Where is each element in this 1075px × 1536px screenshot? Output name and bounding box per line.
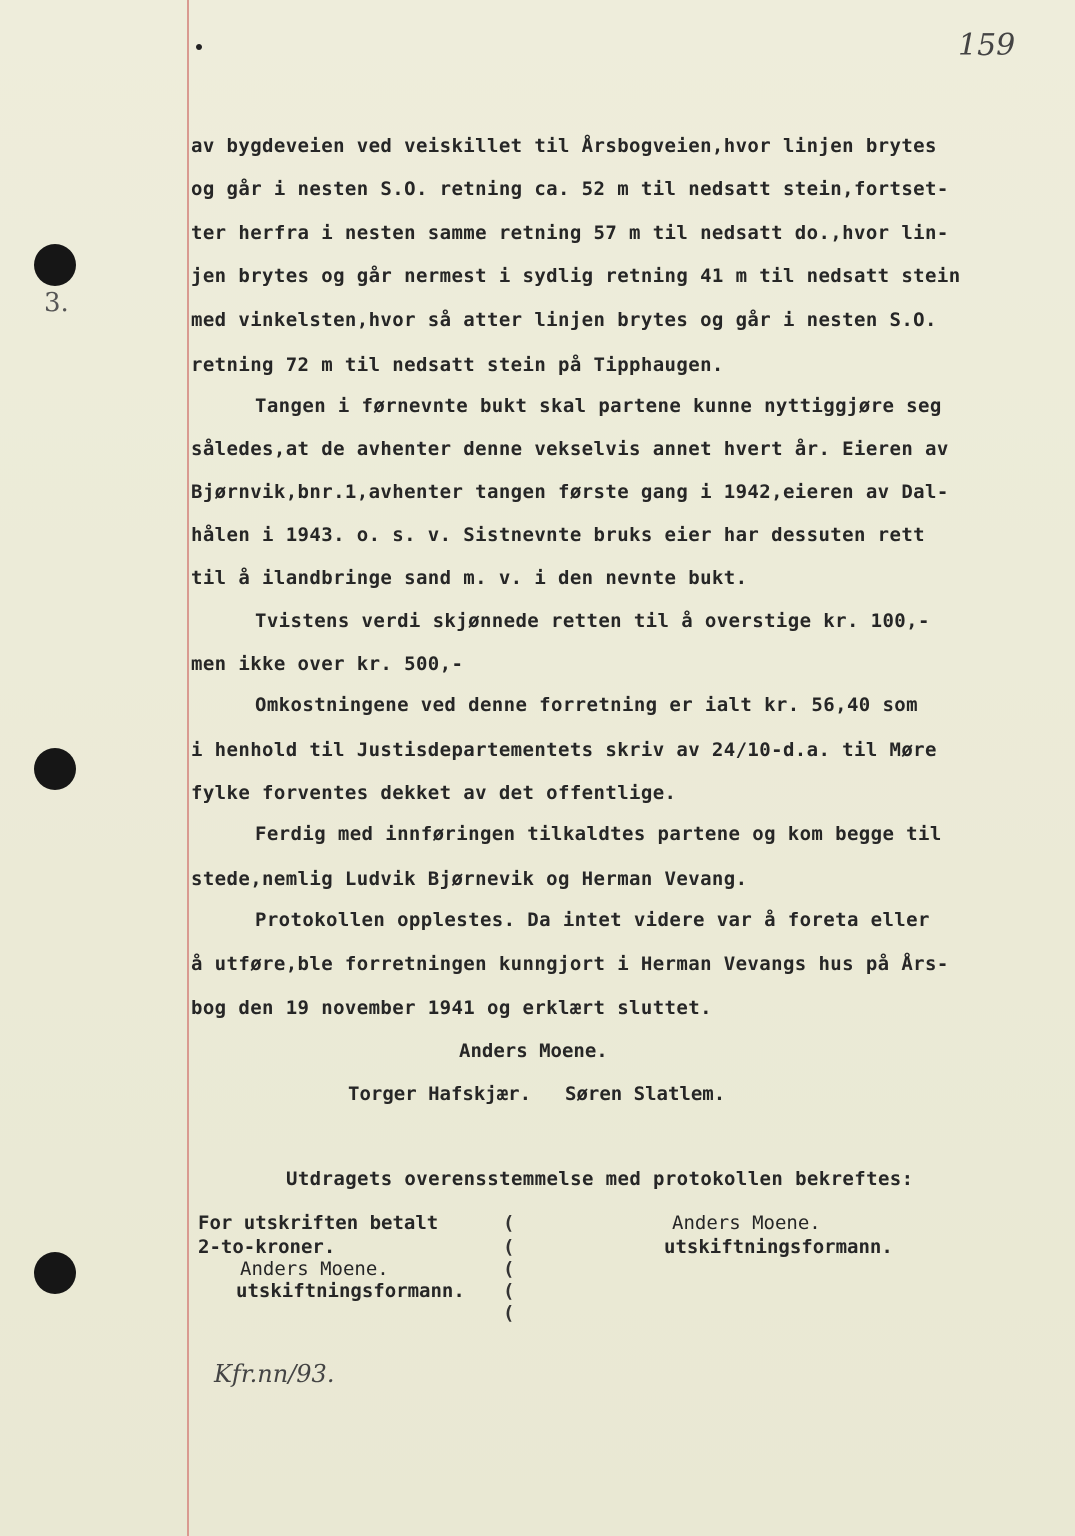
bracket-mark: ( bbox=[503, 1280, 515, 1302]
body-line: stede,nemlig Ludvik Bjørnevik og Herman Vevang. bbox=[191, 868, 748, 890]
punch-hole bbox=[34, 748, 76, 790]
body-line: retning 72 m til nedsatt stein på Tipphaugen. bbox=[191, 354, 724, 376]
side-mark: 3. bbox=[44, 288, 69, 318]
bracket-mark: ( bbox=[503, 1302, 515, 1324]
body-line: å utføre,ble forretningen kunngjort i Herman Vevangs hus på Års- bbox=[191, 953, 949, 975]
body-line: Ferdig med innføringen tilkaldtes partene og kom begge til bbox=[255, 823, 942, 845]
signature-anders-moene: Anders Moene. bbox=[459, 1040, 608, 1062]
ink-dot bbox=[196, 44, 202, 50]
bracket-mark: ( bbox=[503, 1212, 515, 1234]
left-signer-title: utskiftningsformann. bbox=[236, 1280, 465, 1302]
right-signer-name: Anders Moene. bbox=[672, 1212, 821, 1234]
punch-hole bbox=[34, 244, 76, 286]
punch-hole bbox=[34, 1252, 76, 1294]
fee-line: For utskriften betalt bbox=[198, 1212, 439, 1234]
body-line: med vinkelsten,hvor så atter linjen brytes og går i nesten S.O. bbox=[191, 309, 937, 331]
body-line: jen brytes og går nermest i sydlig retning 41 m til nedsatt stein bbox=[191, 265, 961, 287]
body-line: Tvistens verdi skjønnede retten til å overstige kr. 100,- bbox=[255, 610, 930, 632]
bracket-mark: ( bbox=[503, 1236, 515, 1258]
body-line: bog den 19 november 1941 og erklært sluttet. bbox=[191, 997, 712, 1019]
body-line: av bygdeveien ved veiskillet til Årsbogveien,hvor linjen brytes bbox=[191, 135, 937, 157]
attestation-line: Utdragets overensstemmelse med protokollen bekreftes: bbox=[286, 1168, 914, 1190]
bracket-mark: ( bbox=[503, 1258, 515, 1280]
margin-line bbox=[187, 0, 189, 1536]
signature-soren-slatlem: Søren Slatlem. bbox=[565, 1083, 726, 1105]
right-signer-title: utskiftningsformann. bbox=[664, 1236, 893, 1258]
left-signer-name: Anders Moene. bbox=[240, 1258, 389, 1280]
body-line: Tangen i førnevnte bukt skal partene kunne nyttiggjøre seg bbox=[255, 395, 942, 417]
body-line: og går i nesten S.O. retning ca. 52 m til nedsatt stein,fortset- bbox=[191, 178, 949, 200]
body-line: men ikke over kr. 500,- bbox=[191, 653, 464, 675]
body-line: fylke forventes dekket av det offentlige. bbox=[191, 782, 677, 804]
body-line: Omkostningene ved denne forretning er ialt kr. 56,40 som bbox=[255, 694, 918, 716]
body-line: til å ilandbringe sand m. v. i den nevnte bukt. bbox=[191, 567, 748, 589]
body-line: hålen i 1943. o. s. v. Sistnevnte bruks eier har dessuten rett bbox=[191, 524, 926, 546]
signature-torger-hafskjaer: Torger Hafskjær. bbox=[348, 1083, 532, 1105]
body-line: i henhold til Justisdepartementets skriv av 24/10-d.a. til Møre bbox=[191, 739, 937, 761]
body-line: ter herfra i nesten samme retning 57 m til nedsatt do.,hvor lin- bbox=[191, 222, 949, 244]
body-line: Bjørnvik,bnr.1,avhenter tangen første gang i 1942,eieren av Dal- bbox=[191, 481, 949, 503]
page-number: 159 bbox=[958, 28, 1016, 63]
body-line: således,at de avhenter denne vekselvis annet hvert år. Eieren av bbox=[191, 438, 949, 460]
fee-amount: 2-to-kroner. bbox=[198, 1236, 336, 1258]
handwritten-note: Kfr.nn/93. bbox=[214, 1360, 335, 1388]
body-line: Protokollen opplestes. Da intet videre var å foreta eller bbox=[255, 909, 930, 931]
